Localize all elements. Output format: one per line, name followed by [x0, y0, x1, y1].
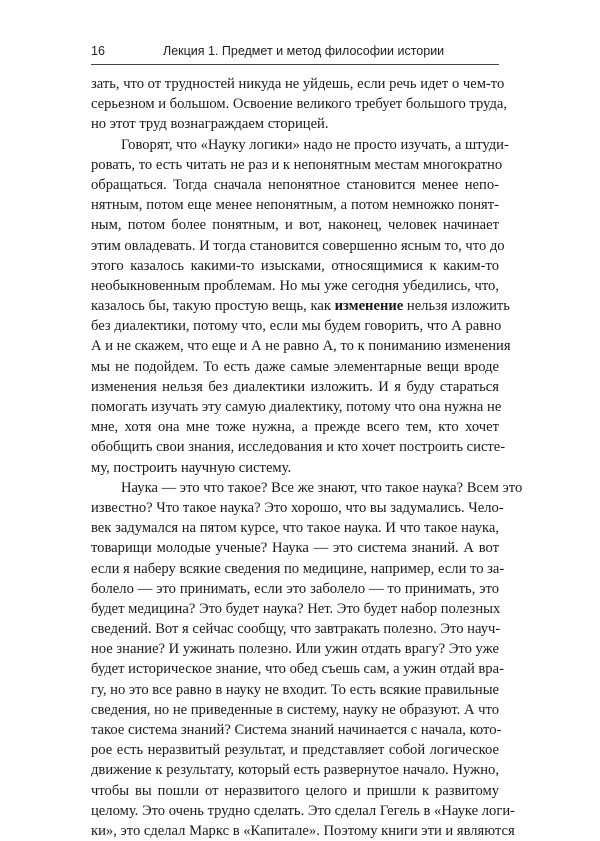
text-line: ным, потом более понятным, и вот, наконец, человек начинает [91, 217, 499, 234]
text-line: рое есть неразвитый результат, и представляет собой логическое [91, 742, 499, 759]
text-line: обобщить свои знания, исследования и кто хочет построить систе- [91, 439, 506, 456]
text-line: зать, что от трудностей никуда не уйдешь, если речь идет о чем-то [91, 76, 505, 92]
text-line-with-emphasis [91, 296, 510, 316]
text-line: мы не подойдем. То есть даже самые элементарные вещи вроде [91, 358, 499, 375]
text-line: без диалектики, потому что, если мы будем говорить, что А равно [91, 318, 502, 335]
text-line: ное знание? И ужинать полезно. Или ужин отдать врагу? Это уже [91, 641, 500, 658]
text-line: Наука — это что такое? Все же знают, что такое наука? Всем это [121, 479, 523, 496]
text-line: век задумался на пятом курсе, что такое наука. И что такое наука, [91, 520, 499, 537]
text-line: сведений. Вот я сейчас сообщу, что завтракать полезно. Это науч- [91, 621, 501, 638]
text-line: мне, хотя она мне тоже нужна, а прежде всего тем, кто хочет [91, 419, 499, 436]
text-line: необыкновенным проблемам. Но мы уже сегодня убедились, что, [91, 277, 499, 294]
text-line: чтобы вы пошли от неразвитого целого и пришли к развитому [91, 782, 499, 799]
page-number: 16 [91, 44, 105, 58]
text-line: помогать изучать эту самую диалектику, потому что она нужна не [91, 399, 502, 415]
text-line: ровать, то есть читать не раз и к непонятным местам многократно [91, 156, 503, 173]
text-line: этим овладевать. И тогда становится совершенно ясным то, что до [91, 237, 505, 254]
text-fragment: казалось бы, такую простую вещь, как [91, 298, 335, 315]
text-line: движение к результату, который есть развернутое начало. Нужно, [91, 762, 499, 779]
text-line: обращаться. Тогда сначала непонятное становится менее непо- [91, 176, 499, 193]
text-line: ки», это сделал Маркс в «Капитале». Поэтому книги эти и являются [91, 822, 515, 839]
text-line: Говорят, что «Науку логики» надо не просто изучать, а штуди- [121, 136, 509, 153]
text-line: болело — это принимать, если это заболело — то принимать, это [91, 580, 499, 597]
text-line: будет медицина? Это будет наука? Нет. Это будет набор полезных [91, 600, 501, 617]
text-line: А и не скажем, что еще и А не равно А, то к пониманию изменения [91, 338, 511, 355]
text-line: целому. Это очень трудно сделать. Это сделал Гегель в «Науке логи- [91, 802, 515, 819]
text-line: товарищи молодые ученые? Наука — это система знаний. А вот [91, 540, 499, 557]
text-fragment: нельзя изложить [403, 298, 510, 315]
text-line: му, построить научную систему. [91, 459, 292, 476]
text-line: изменения нельзя без диалектики изложить. И я буду стараться [91, 378, 499, 395]
text-line: гу, но это все равно в науку не входит. То есть всякие правильные [91, 681, 499, 698]
text-line: сведения, но не приведенные в систему, науку не образуют. А что [91, 701, 499, 718]
text-line: такое система знаний? Система знаний начинается с начала, кото- [91, 722, 502, 738]
text-line: серьезном и большом. Освоение великого требует большого труда, [91, 96, 507, 113]
text-line: нятным, потом еще менее непонятным, а потом немножко понят- [91, 197, 499, 214]
text-line: известно? Что такое наука? Это хорошо, что вы задумались. Чело- [91, 499, 504, 516]
text-line: если я наберу всякие сведения по медицине, например, если то за- [91, 560, 505, 577]
text-line: но этот труд вознаграждаем сторицей. [91, 116, 329, 133]
text-line: будет историческое знание, что обед съешь сам, а ужин отдай вра- [91, 661, 504, 678]
text-line: этого казалось какими-то изысками, относящимися к каким-то [91, 257, 499, 274]
running-title: Лекция 1. Предмет и метод философии истории [163, 44, 445, 58]
emphasized-term: изменение [334, 298, 404, 315]
body-text [91, 74, 523, 841]
running-header [91, 42, 499, 65]
